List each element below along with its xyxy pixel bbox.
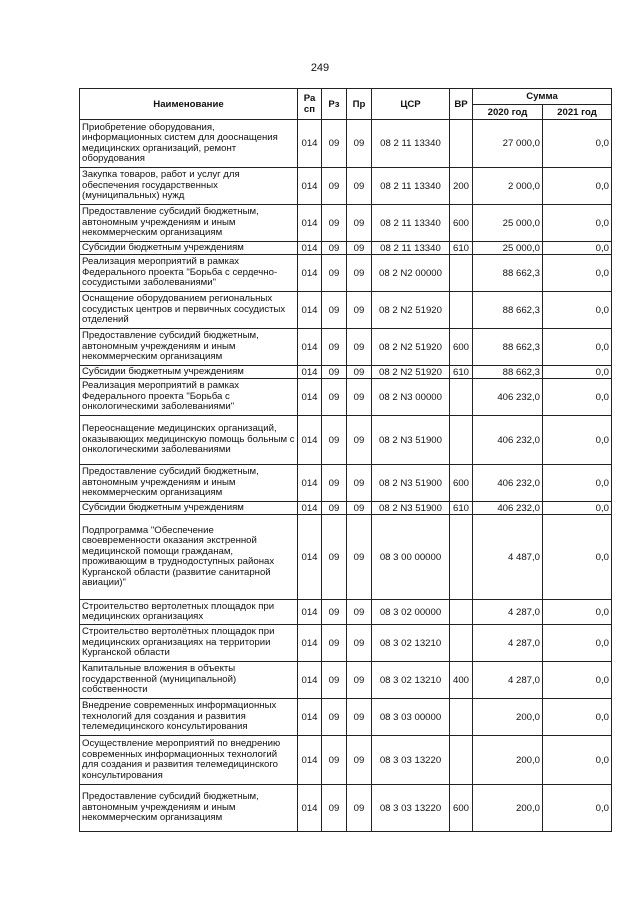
row-pr: 09 [347, 502, 372, 515]
table-body [80, 120, 612, 832]
row-rasp: 014 [298, 329, 322, 366]
row-csr: 08 3 02 13210 [372, 662, 450, 699]
row-csr: 08 2 N2 51920 [372, 366, 450, 379]
table-row [80, 242, 612, 255]
row-pr: 09 [347, 366, 372, 379]
row-rasp: 014 [298, 242, 322, 255]
table-row [80, 625, 612, 662]
row-vr [450, 736, 473, 785]
row-csr: 08 2 N3 51900 [372, 465, 450, 502]
row-rz: 09 [322, 515, 347, 600]
row-name: Осуществление мероприятий по внедрению современных информационных технологий для создания и развития телемедицинского консультирования [80, 736, 298, 785]
row-sum-2021: 0,0 [543, 366, 612, 379]
row-sum-2021: 0,0 [543, 785, 612, 832]
row-pr: 09 [347, 465, 372, 502]
row-rz: 09 [322, 205, 347, 242]
row-name: Предоставление субсидий бюджетным, автономным учреждениям и иным некоммерческим организациям [80, 785, 298, 832]
row-sum-2021: 0,0 [543, 662, 612, 699]
table-row [80, 416, 612, 465]
row-csr: 08 2 11 13340 [372, 205, 450, 242]
row-vr [450, 255, 473, 292]
row-vr: 600 [450, 329, 473, 366]
row-pr: 09 [347, 292, 372, 329]
table-row [80, 366, 612, 379]
page-number: 249 [310, 62, 330, 74]
row-sum-2020: 2 000,0 [473, 168, 543, 205]
row-rz: 09 [322, 242, 347, 255]
row-csr: 08 2 N3 00000 [372, 379, 450, 416]
row-sum-2021: 0,0 [543, 292, 612, 329]
header-rz: Рз [322, 89, 347, 120]
row-rasp: 014 [298, 168, 322, 205]
row-rasp: 014 [298, 292, 322, 329]
row-rz: 09 [322, 662, 347, 699]
row-vr: 610 [450, 242, 473, 255]
row-csr: 08 3 00 00000 [372, 515, 450, 600]
row-rasp: 014 [298, 379, 322, 416]
row-name: Субсидии бюджетным учреждениям [80, 502, 298, 515]
row-sum-2021: 0,0 [543, 242, 612, 255]
row-rasp: 014 [298, 785, 322, 832]
row-rasp: 014 [298, 366, 322, 379]
row-csr: 08 3 03 00000 [372, 699, 450, 736]
row-csr: 08 3 02 00000 [372, 600, 450, 625]
row-rasp: 014 [298, 120, 322, 168]
row-rz: 09 [322, 255, 347, 292]
row-sum-2021: 0,0 [543, 515, 612, 600]
row-csr: 08 2 11 13340 [372, 120, 450, 168]
header-csr: ЦСР [372, 89, 450, 120]
row-vr: 600 [450, 205, 473, 242]
row-sum-2021: 0,0 [543, 625, 612, 662]
row-rasp: 014 [298, 699, 322, 736]
row-csr: 08 3 03 13220 [372, 736, 450, 785]
row-rz: 09 [322, 465, 347, 502]
row-name: Внедрение современных информационных технологий для создания и развития телемедицинского консультирования [80, 699, 298, 736]
row-name: Приобретение оборудования, информационных систем для дооснащения медицинских организаций, ремонт оборудования [80, 120, 298, 168]
row-sum-2021: 0,0 [543, 502, 612, 515]
row-name: Капитальные вложения в объекты государственной (муниципальной) собственности [80, 662, 298, 699]
row-name: Закупка товаров, работ и услуг для обеспечения государственных (муниципальных) нужд [80, 168, 298, 205]
table-row [80, 205, 612, 242]
row-sum-2020: 88 662,3 [473, 292, 543, 329]
row-pr: 09 [347, 662, 372, 699]
header-name: Наименование [80, 89, 298, 120]
row-rz: 09 [322, 416, 347, 465]
row-vr: 400 [450, 662, 473, 699]
row-rz: 09 [322, 120, 347, 168]
row-sum-2020: 88 662,3 [473, 255, 543, 292]
row-pr: 09 [347, 120, 372, 168]
row-rz: 09 [322, 168, 347, 205]
row-rz: 09 [322, 625, 347, 662]
row-sum-2020: 4 287,0 [473, 625, 543, 662]
row-sum-2021: 0,0 [543, 465, 612, 502]
row-vr [450, 699, 473, 736]
row-name: Подпрограмма "Обеспечение своевременности оказания экстренной медицинской помощи гражданам, проживающим в труднодоступных районах Курганской области (развитие санитарной авиации)" [80, 515, 298, 600]
row-sum-2021: 0,0 [543, 699, 612, 736]
row-sum-2020: 200,0 [473, 736, 543, 785]
row-vr: 600 [450, 465, 473, 502]
table-row [80, 785, 612, 832]
table-row [80, 465, 612, 502]
row-sum-2020: 406 232,0 [473, 465, 543, 502]
row-vr [450, 515, 473, 600]
row-name: Реализация мероприятий в рамках Федерального проекта "Борьба с сердечно-сосудистыми заболеваниями" [80, 255, 298, 292]
row-vr: 610 [450, 366, 473, 379]
row-pr: 09 [347, 515, 372, 600]
row-rasp: 014 [298, 465, 322, 502]
row-csr: 08 3 02 13210 [372, 625, 450, 662]
row-pr: 09 [347, 242, 372, 255]
row-name: Субсидии бюджетным учреждениям [80, 242, 298, 255]
row-csr: 08 2 N2 51920 [372, 292, 450, 329]
table-row [80, 736, 612, 785]
row-pr: 09 [347, 785, 372, 832]
row-sum-2021: 0,0 [543, 736, 612, 785]
row-csr: 08 2 N3 51900 [372, 502, 450, 515]
row-sum-2020: 200,0 [473, 785, 543, 832]
row-sum-2021: 0,0 [543, 329, 612, 366]
table-row [80, 502, 612, 515]
row-vr [450, 379, 473, 416]
row-name: Предоставление субсидий бюджетным, автономным учреждениям и иным некоммерческим организациям [80, 329, 298, 366]
table-row [80, 255, 612, 292]
table-row [80, 329, 612, 366]
row-vr [450, 292, 473, 329]
row-vr [450, 600, 473, 625]
row-rz: 09 [322, 502, 347, 515]
row-rasp: 014 [298, 625, 322, 662]
row-name: Реализация мероприятий в рамках Федерального проекта "Борьба с онкологическими заболеваниями" [80, 379, 298, 416]
row-sum-2020: 4 287,0 [473, 662, 543, 699]
row-pr: 09 [347, 168, 372, 205]
header-sum: Сумма [473, 89, 612, 105]
row-vr: 200 [450, 168, 473, 205]
row-csr: 08 3 03 13220 [372, 785, 450, 832]
row-pr: 09 [347, 600, 372, 625]
row-rz: 09 [322, 366, 347, 379]
row-sum-2020: 200,0 [473, 699, 543, 736]
row-name: Предоставление субсидий бюджетным, автономным учреждениям и иным некоммерческим организациям [80, 465, 298, 502]
row-csr: 08 2 11 13340 [372, 168, 450, 205]
row-name: Строительство вертолетных площадок при медицинских организациях [80, 600, 298, 625]
header-year-2021: 2021 год [543, 105, 612, 120]
row-sum-2020: 88 662,3 [473, 366, 543, 379]
row-csr: 08 2 N3 51900 [372, 416, 450, 465]
row-sum-2020: 27 000,0 [473, 120, 543, 168]
row-pr: 09 [347, 736, 372, 785]
row-vr: 600 [450, 785, 473, 832]
table-row [80, 120, 612, 168]
header-year-2020: 2020 год [473, 105, 543, 120]
header-vr: ВР [450, 89, 473, 120]
row-pr: 09 [347, 255, 372, 292]
row-sum-2021: 0,0 [543, 255, 612, 292]
row-rz: 09 [322, 379, 347, 416]
row-csr: 08 2 N2 51920 [372, 329, 450, 366]
row-sum-2020: 4 287,0 [473, 600, 543, 625]
row-rasp: 014 [298, 502, 322, 515]
row-sum-2020: 406 232,0 [473, 416, 543, 465]
row-sum-2021: 0,0 [543, 205, 612, 242]
row-rasp: 014 [298, 416, 322, 465]
table-row [80, 662, 612, 699]
row-sum-2021: 0,0 [543, 416, 612, 465]
table-row [80, 699, 612, 736]
row-sum-2020: 4 487,0 [473, 515, 543, 600]
row-pr: 09 [347, 625, 372, 662]
budget-table [79, 88, 612, 832]
row-name: Строительство вертолётных площадок при медицинских организациях на территории Курганской области [80, 625, 298, 662]
row-sum-2021: 0,0 [543, 168, 612, 205]
row-pr: 09 [347, 379, 372, 416]
table-row [80, 379, 612, 416]
row-rz: 09 [322, 736, 347, 785]
row-rasp: 014 [298, 255, 322, 292]
row-rasp: 014 [298, 736, 322, 785]
table-row [80, 515, 612, 600]
row-rz: 09 [322, 329, 347, 366]
row-sum-2020: 25 000,0 [473, 242, 543, 255]
row-vr: 610 [450, 502, 473, 515]
row-pr: 09 [347, 329, 372, 366]
row-pr: 09 [347, 205, 372, 242]
row-name: Субсидии бюджетным учреждениям [80, 366, 298, 379]
row-pr: 09 [347, 416, 372, 465]
row-vr [450, 625, 473, 662]
row-sum-2020: 88 662,3 [473, 329, 543, 366]
row-sum-2020: 25 000,0 [473, 205, 543, 242]
row-vr [450, 120, 473, 168]
row-name: Предоставление субсидий бюджетным, автономным учреждениям и иным некоммерческим организациям [80, 205, 298, 242]
row-sum-2021: 0,0 [543, 120, 612, 168]
row-rasp: 014 [298, 600, 322, 625]
row-rasp: 014 [298, 205, 322, 242]
row-name: Переоснащение медицинских организаций, оказывающих медицинскую помощь больным с онкологическими заболеваниями [80, 416, 298, 465]
row-pr: 09 [347, 699, 372, 736]
row-sum-2021: 0,0 [543, 600, 612, 625]
row-vr [450, 416, 473, 465]
row-rasp: 014 [298, 515, 322, 600]
row-rasp: 014 [298, 662, 322, 699]
table-row [80, 292, 612, 329]
row-csr: 08 2 N2 00000 [372, 255, 450, 292]
row-sum-2020: 406 232,0 [473, 379, 543, 416]
row-rz: 09 [322, 699, 347, 736]
table-row [80, 168, 612, 205]
table-row [80, 600, 612, 625]
row-rz: 09 [322, 292, 347, 329]
row-csr: 08 2 11 13340 [372, 242, 450, 255]
row-sum-2020: 406 232,0 [473, 502, 543, 515]
row-rz: 09 [322, 600, 347, 625]
header-pr: Пр [347, 89, 372, 120]
header-rasp: Ра сп [298, 89, 322, 120]
row-sum-2021: 0,0 [543, 379, 612, 416]
row-name: Оснащение оборудованием региональных сосудистых центров и первичных сосудистых отделений [80, 292, 298, 329]
row-rz: 09 [322, 785, 347, 832]
